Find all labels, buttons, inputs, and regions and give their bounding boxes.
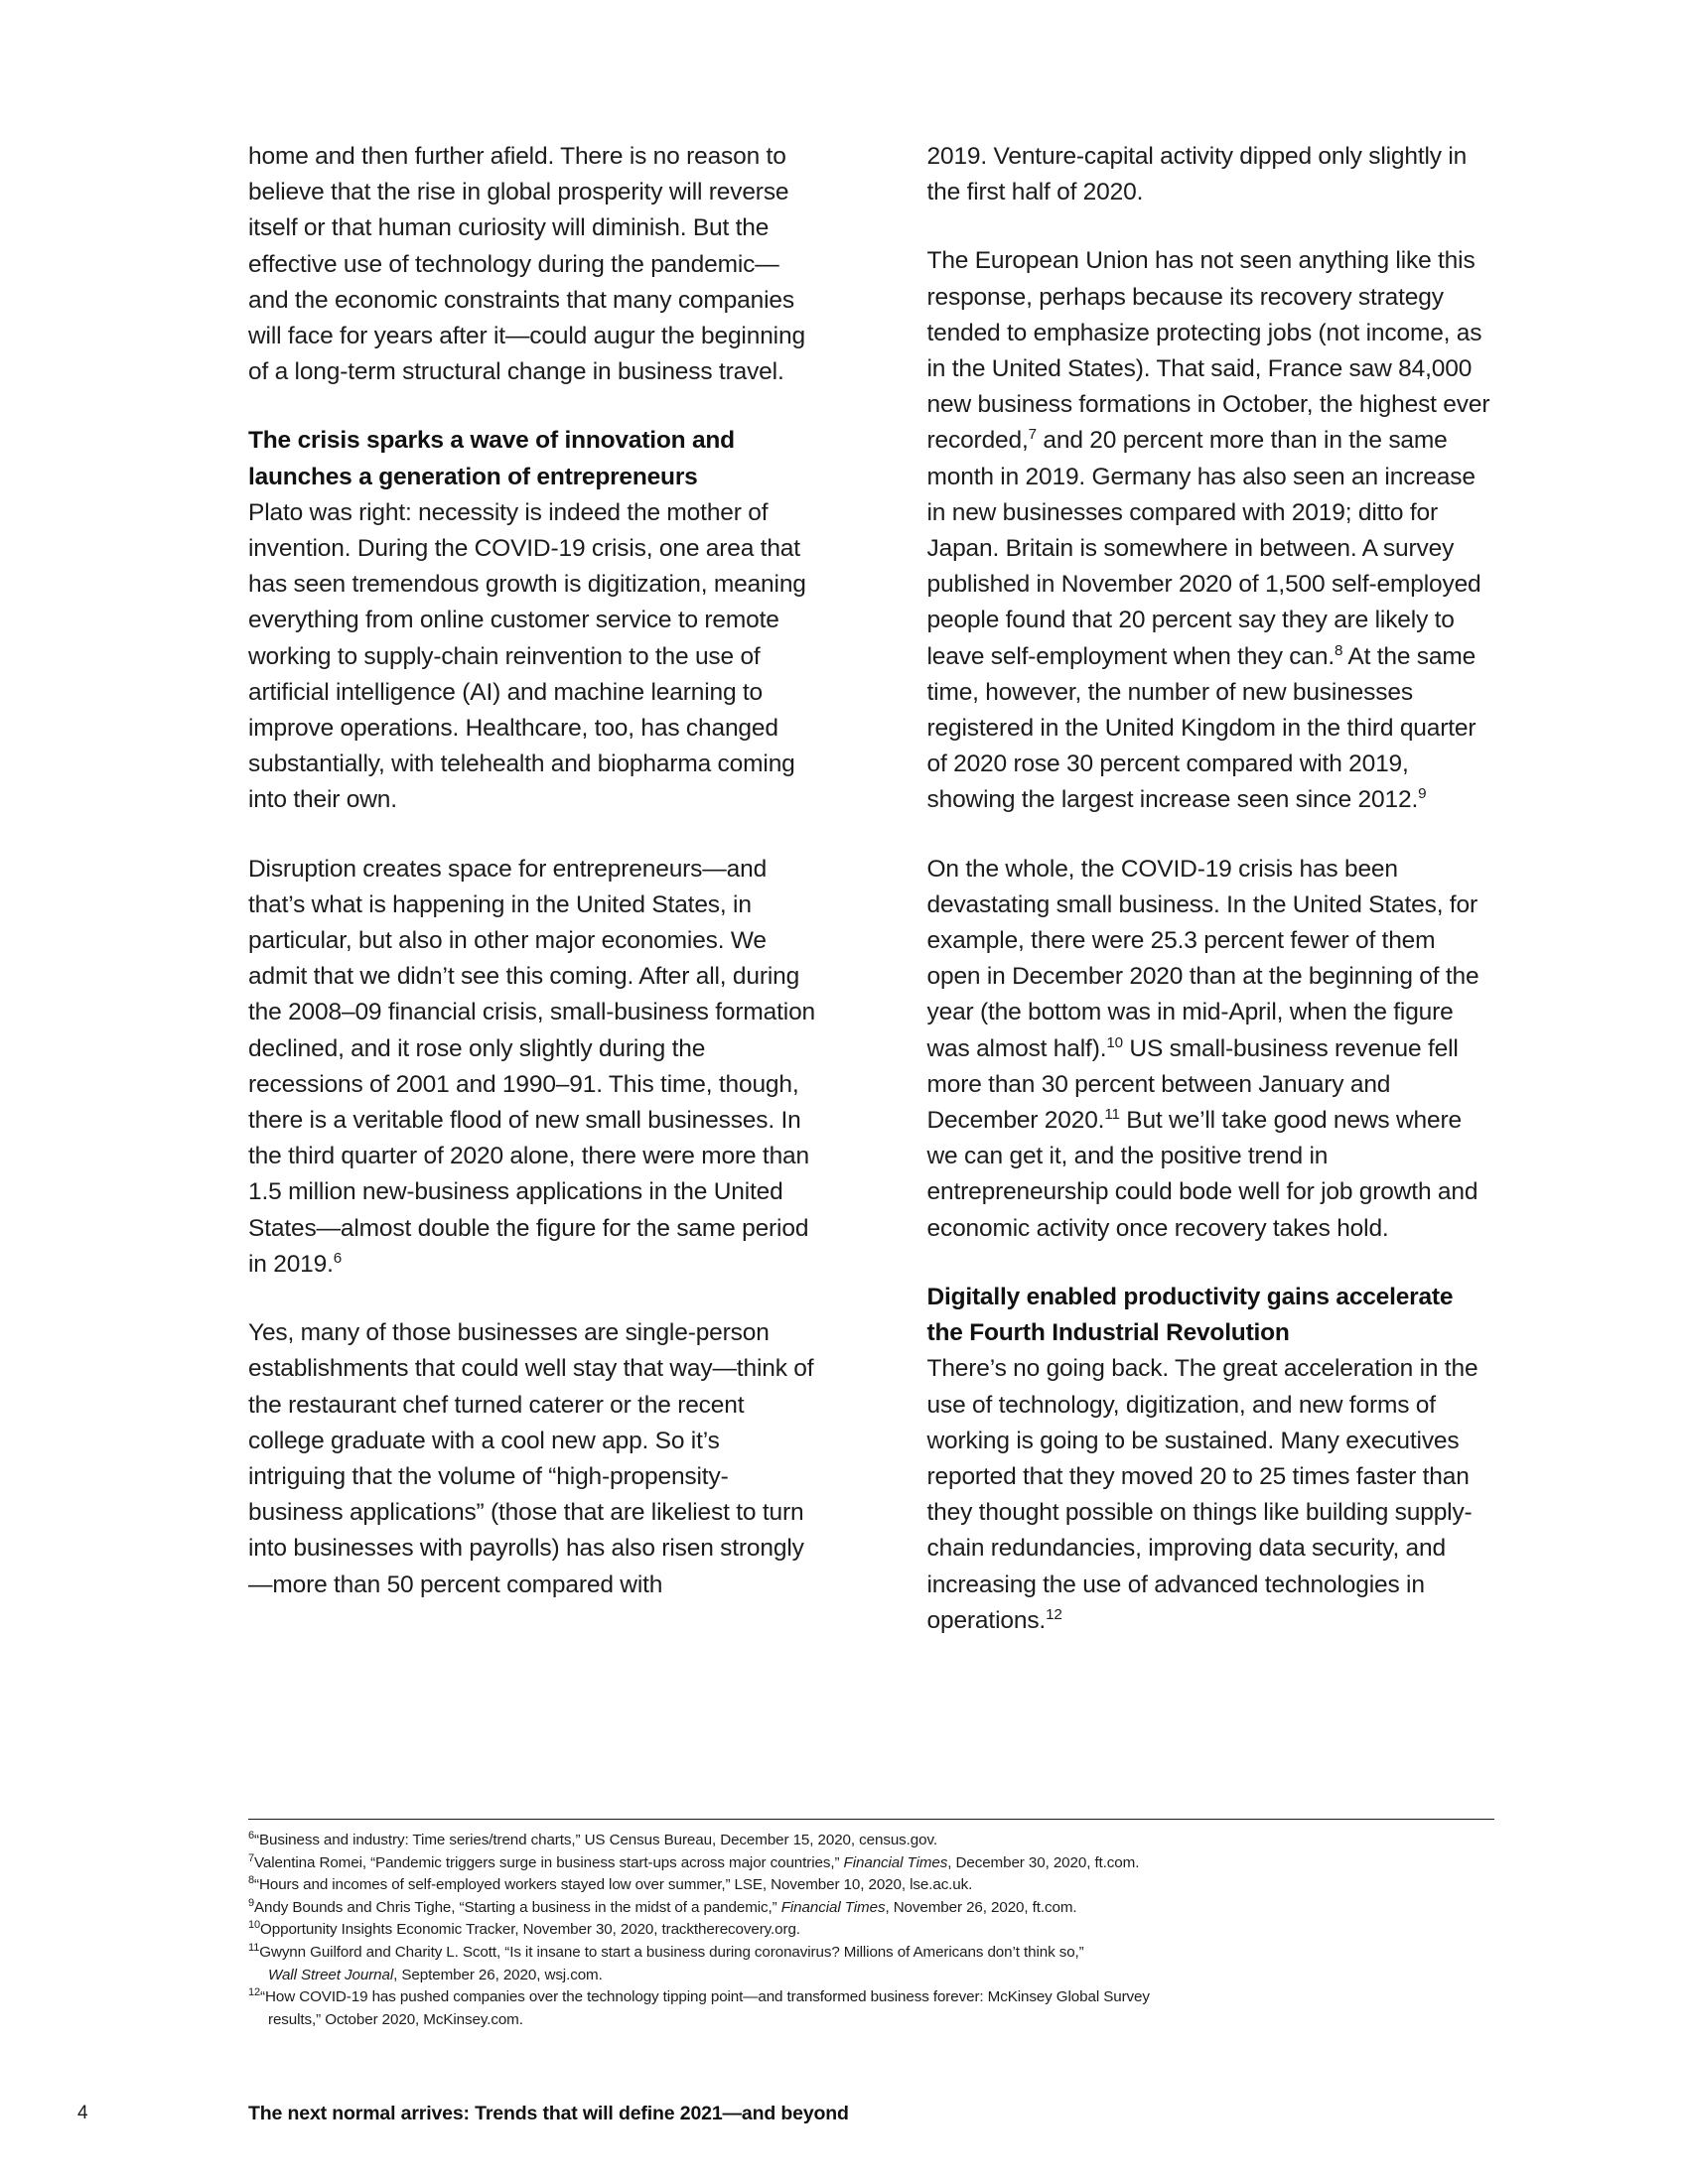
footnote-number-8: 8 [248,1874,255,1887]
footnote-number-7: 7 [248,1851,255,1864]
paragraph-on-the-whole [927,852,1495,1247]
footnote-number-6: 6 [248,1829,255,1842]
footnote-text-7-before: Valentina Romei, “Pandemic triggers surge in business start-ups across major countries,” [254,1853,844,1871]
paragraph-eu-text-2: and 20 percent more than in the same month in 2019. Germany has also seen an increase in new businesses compared with 2019; ditto for Japan. Britain is somewhere in between. A survey published in November 2020 of 1,500 self-employed people found that 20 percent say they are likely to leave self-employment when they can. [926,427,1481,670]
footnote-marker-7: 7 [1028,426,1037,444]
footnote-marker-12: 12 [1046,1605,1062,1623]
footnotes-section [248,1819,1494,2031]
footnote-text-7-after: , December 30, 2020, ft.com. [947,1853,1140,1871]
footnote-italic-7: Financial Times [843,1853,948,1871]
page-number: 4 [77,2103,88,2123]
footnote-number-9: 9 [248,1896,255,1909]
footnote-text-11: Gwynn Guilford and Charity L. Scott, “Is it insane to start a business during coronavirus? Millions of Americans don’t think so,” [259,1943,1084,1961]
page-footer [0,2103,1688,2142]
footnote-item-12 [248,1986,1494,2009]
footnote-text-12: “How COVID-19 has pushed companies over the technology tipping point—and transformed business forever: McKinsey Global Survey [260,1988,1150,2006]
paragraph-plato: Plato was right: necessity is indeed the mother of invention. During the COVID-19 crisis, one area that has seen tremendous growth is digitization, meaning everything from online customer service to remote working to supply-chain reinvention to the use of artificial intelligence (AI) and machine learning to improve operations. Healthcare, too, has changed substantially, with telehealth and biopharma coming into their own. [248,498,806,814]
paragraph-whole-text-2: US small-business revenue fell more than 30 percent between January and December 2020. [926,1034,1459,1135]
paragraph-single-person: Yes, many of those businesses are single-person establishments that could well stay that way—think of the restaurant chef turned caterer or the recent college graduate with a cool new app. So it’s intriguing that the volume of “high-propensity-business applications” (those that are likeliest to turn into businesses with payrolls) has also risen strongly—more than 50 percent compared with [248,1319,814,1598]
footnote-item-12-continuation: results,” October 2020, McKinsey.com. [268,2010,523,2028]
paragraph-european-union [927,243,1495,818]
footnote-text-9-after: , November 26, 2020, ft.com. [885,1898,1077,1916]
paragraph-no-going-back [927,1351,1495,1639]
body-columns [248,139,1494,1639]
footnote-item-9 [248,1897,1494,1920]
heading-digitally-enabled-line1: Digitally enabled productivity gains accelerate [926,1283,1454,1310]
footnote-italic-9: Financial Times [780,1898,886,1916]
heading-crisis-sparks-line1: The crisis sparks a wave of innovation and [248,427,735,455]
footnote-item-11 [248,1942,1494,1965]
footnote-text-11-after: , September 26, 2020, wsj.com. [393,1966,603,1983]
footnote-divider-rule [248,1819,1494,1820]
paragraph-continuation-home: home and then further afield. There is no reason to believe that the rise in global prosperity will reverse itself or that human curiosity will diminish. But the effective use of technology during the pandemic—and the economic constraints that many companies will face for years after it—could augur the beginning of a long-term structural change in business travel. [248,143,805,386]
footnote-item-7 [248,1852,1494,1875]
heading-digitally-enabled-line2: the Fourth Industrial Revolution [926,1319,1290,1347]
footnote-number-10: 10 [248,1919,261,1932]
footnote-text-8: “Hours and incomes of self-employed workers stayed low over summer,” LSE, November 10, 2020, lse.ac.uk. [254,1876,973,1894]
heading-crisis-sparks-line2: launches a generation of entrepreneurs [248,463,698,490]
footnote-marker-10: 10 [1106,1033,1123,1051]
footnote-marker-11: 11 [1104,1105,1120,1123]
footnote-text-9-before: Andy Bounds and Chris Tighe, “Starting a business in the midst of a pandemic,” [254,1898,781,1916]
footnote-marker-8: 8 [1335,641,1343,659]
paragraph-venture-capital: 2019. Venture-capital activity dipped only slightly in the first half of 2020. [926,143,1468,206]
footnote-item-11-continuation [248,1965,1494,1987]
footnote-item-10 [248,1919,1494,1942]
footnote-text-10: Opportunity Insights Economic Tracker, November 30, 2020, tracktherecovery.org. [260,1921,800,1939]
footnote-marker-6: 6 [333,1249,343,1267]
paragraph-whole-text-1: On the whole, the COVID-19 crisis has been devastating small business. In the United States, for example, there were 25.3 percent fewer of them open in December 2020 than at the beginning of the year (the bottom was in mid-April, when the figure was almost half). [926,855,1479,1062]
paragraph-eu-text-1: The European Union has not seen anything like this response, perhaps because its recovery strategy tended to emphasize protecting jobs (not income, as in the United States). That said, France saw 84,000 new business formations in October, the highest ever recorded, [926,247,1490,455]
right-column [927,139,1495,1639]
paragraph-whole-text-3: But we’ll take good news where we can get it, and the positive trend in entrepreneurship could bode well for job growth and economic activity once recovery takes hold. [926,1107,1478,1242]
footnote-item-8 [248,1874,1494,1897]
paragraph-no-going-back-text: There’s no going back. The great acceleration in the use of technology, digitization, and new forms of working is going to be sustained. Many executives reported that they moved 20 to 25 times faster than they thought possible on things like building supply-chain redundancies, improving data security, and increasing the use of advanced technologies in operations. [926,1355,1478,1634]
footer-document-title: The next normal arrives: Trends that will define 2021—and beyond [248,2103,849,2124]
paragraph-eu-text-3: At the same time, however, the number of new businesses registered in the United Kingdom in the third quarter of 2020 rose 30 percent compared with 2019, showing the largest increase seen since 2012. [926,642,1477,814]
left-column [248,139,816,1639]
footnote-italic-11: Wall Street Journal [268,1966,394,1983]
heading-crisis-sparks [248,423,816,494]
footnote-item-6 [248,1830,1494,1852]
paragraph-disruption [248,852,816,1283]
heading-digitally-enabled [927,1280,1495,1351]
footnote-marker-9: 9 [1418,785,1427,803]
paragraph-disruption-text: Disruption creates space for entrepreneurs—and that’s what is happening in the United States, in particular, but also in other major economies. We admit that we didn’t see this coming. After all, during the 2008–09 financial crisis, small-business formation declined, and it rose only slightly during the recessions of 2001 and 1990–91. This time, though, there is a veritable flood of new small businesses. In the third quarter of 2020 alone, there were more than 1.5 million new-business applications in the United States—almost double the figure for the same period in 2019. [248,855,816,1278]
footnote-text-6: “Business and industry: Time series/trend charts,” US Census Bureau, December 15, 2020, census.gov. [254,1832,937,1848]
footnote-number-11: 11 [248,1941,260,1954]
footnote-number-12: 12 [248,1986,261,1999]
